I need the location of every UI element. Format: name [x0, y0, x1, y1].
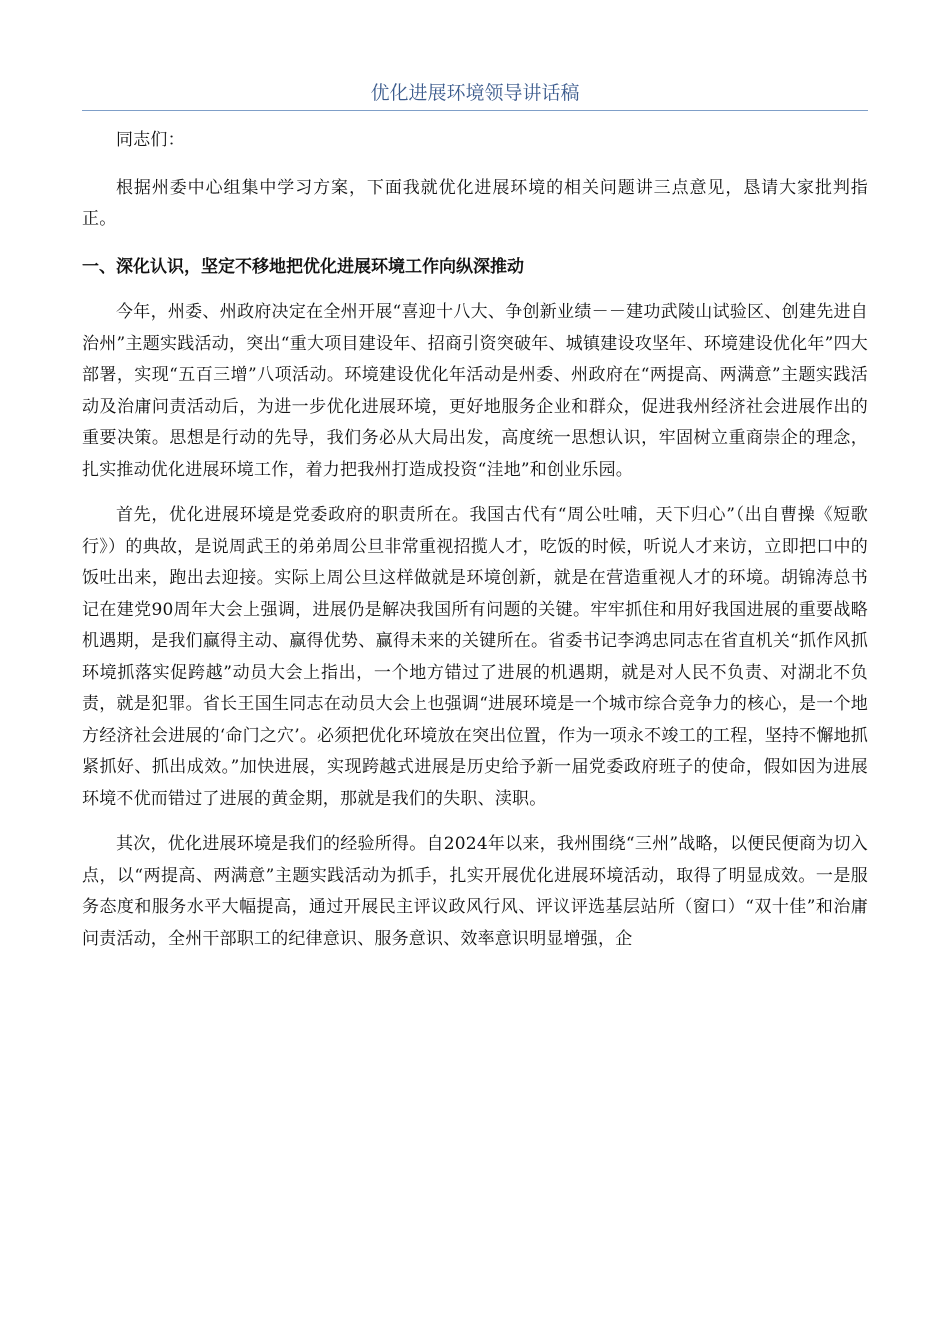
- intro-paragraph: 根据州委中心组集中学习方案，下面我就优化进展环境的相关问题讲三点意见，恳请大家批判指正。: [82, 177, 868, 229]
- salutation: 同志们：: [116, 130, 185, 150]
- document-header-title: 优化进展环境领导讲话稿: [82, 78, 868, 111]
- body-paragraph: 今年，州委、州政府决定在全州开展“喜迎十八大、争创新业绩－－建功武陵山试验区、创建先进自治州”主题实践活动，突出“重大项目建设年、招商引资突破年、城镇建设攻坚年、环境建设优化年”四大部署，实现“五百三增”八项活动。环境建设优化年活动是州委、州政府在“两提高、两满意”主题实践活动及治庸问责活动后，为进一步优化进展环境，更好地服务企业和群众，促进我州经济社会进展作出的重要决策。思想是行动的先导，我们务必从大局出发，高度统一思想认识，牢固树立重商崇企的理念，扎实推动优化进展环境工作，着力把我州打造成投资“洼地”和创业乐园。: [82, 302, 868, 480]
- document-page: [82, 78, 868, 969]
- body-paragraph: 首先，优化进展环境是党委政府的职责所在。我国古代有“周公吐哺，天下归心”（出自曹操《短歌行》）的典故，是说周武王的弟弟周公旦非常重视招揽人才，吃饭的时候，听说人才来访，立即把口中的饭吐出来，跑出去迎接。实际上周公旦这样做就是环境创新，就是在营造重视人才的环境。胡锦涛总书记在建党90周年大会上强调，进展仍是解决我国所有问题的关键。牢牢抓住和用好我国进展的重要战略机遇期，是我们赢得主动、赢得优势、赢得未来的关键所在。省委书记李鸿忠同志在省直机关“抓作风抓环境抓落实促跨越”动员大会上指出，一个地方错过了进展的机遇期，就是对人民不负责、对湖北不负责，就是犯罪。省长王国生同志在动员大会上也强调“进展环境是一个城市综合竞争力的核心，是一个地方经济社会进展的‘命门之穴’。必须把优化环境放在突出位置，作为一项永不竣工的工程，坚持不懈地抓紧抓好、抓出成效。”加快进展，实现跨越式进展是历史给予新一届党委政府班子的使命，假如因为进展环境不优而错过了进展的黄金期，那就是我们的失职、渎职。: [82, 505, 868, 809]
- body-paragraph: 其次，优化进展环境是我们的经验所得。自2024年以来，我州围绕“三州”战略，以便民便商为切入点，以“两提高、两满意”主题实践活动为抓手，扎实开展优化进展环境活动，取得了明显成效。一是服务态度和服务水平大幅提高，通过开展民主评议政风行风、评议评选基层站所（窗口）“双十佳”和治庸问责活动，全州干部职工的纪律意识、服务意识、效率意识明显增强，企: [82, 834, 868, 949]
- section-1-heading: 一、深化认识，坚定不移地把优化进展环境工作向纵深推动: [82, 256, 524, 277]
